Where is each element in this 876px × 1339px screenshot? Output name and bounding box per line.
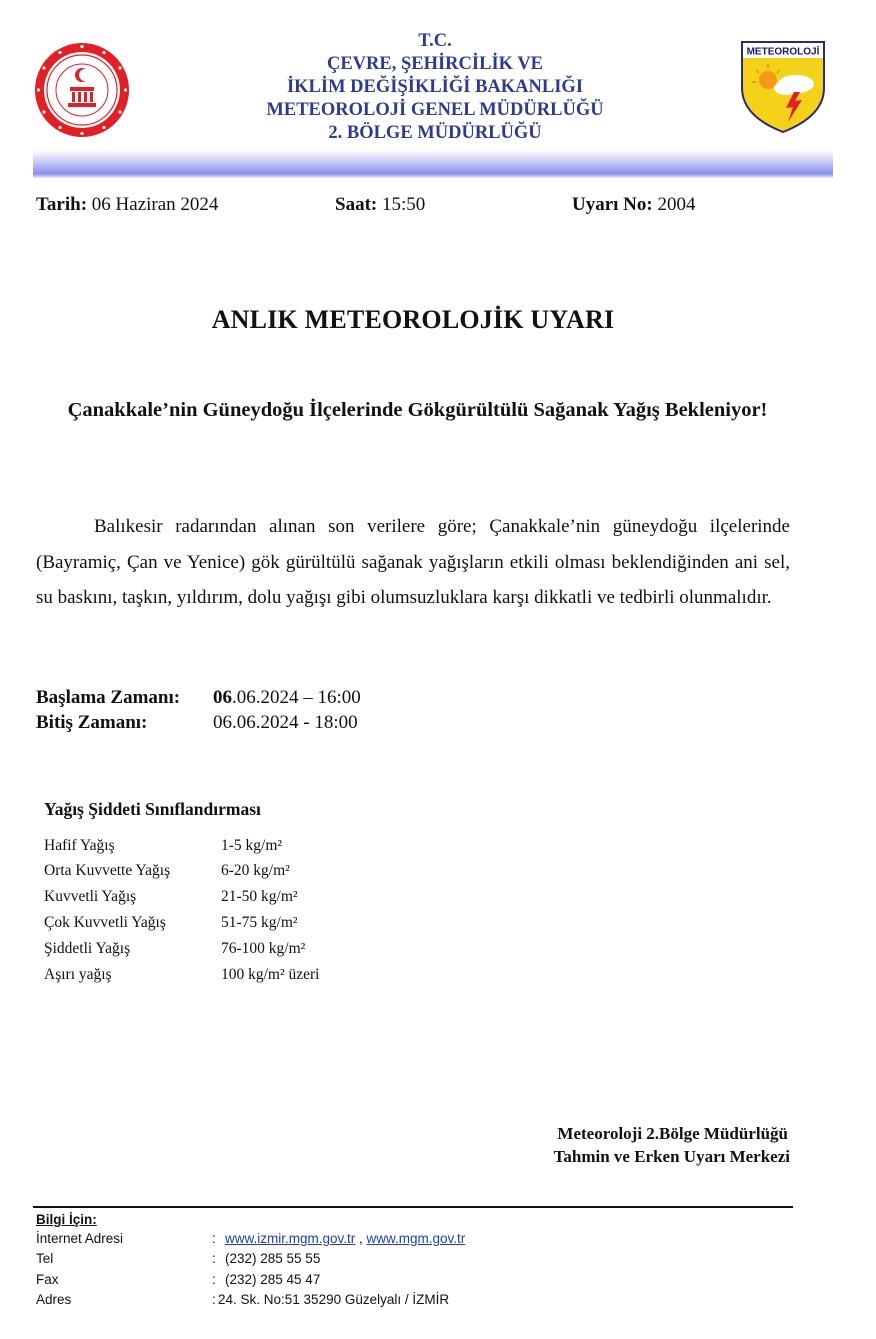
meteoroloji-logo <box>738 38 828 134</box>
address-label: Adres <box>36 1292 72 1307</box>
rain-class-value: 100 kg/m² üzeri <box>221 966 320 983</box>
rain-class-value: 76-100 kg/m² <box>221 940 306 957</box>
signature-center: Tahmin ve Erken Uyarı Merkezi <box>553 1147 790 1166</box>
start-time-label: Başlama Zamanı: <box>36 687 181 708</box>
header-line-ministry-2: İKLİM DEĞİŞİKLİĞİ BAKANLIĞI <box>286 77 584 97</box>
header-line-ministry-1: ÇEVRE, ŞEHİRCİLİK VE <box>326 54 544 74</box>
start-time-value-rest: .06.2024 – 16:00 <box>232 687 361 708</box>
rain-class-value: 51-75 kg/m² <box>221 914 298 931</box>
warning-number-label: Uyarı No: <box>572 194 653 215</box>
signature-office: Meteoroloji 2.Bölge Müdürlüğü <box>557 1124 788 1143</box>
rain-class-value: 6-20 kg/m² <box>221 862 290 879</box>
address-value: 24. Sk. No:51 35290 Güzelyalı / İZMİR <box>218 1292 450 1307</box>
header-band <box>33 150 833 178</box>
date-field <box>36 194 218 216</box>
tel-label: Tel <box>36 1251 54 1266</box>
rain-class-row <box>44 914 404 934</box>
footer-heading: Bilgi İçin: <box>36 1212 97 1227</box>
header-line-region: 2. BÖLGE MÜDÜRLÜĞÜ <box>328 123 542 143</box>
address-separator: : <box>212 1292 216 1307</box>
warning-body: Balıkesir radarından alınan son verilere göre; Çanakkale’nin güneydoğu ilçelerinde (Bayramiç, Çan ve Yenice) gök gürültülü sağanak yağışların etkili olması beklendiğinden ani sel, su baskını, taşkın, yıldırım, dolu yağışı gibi olumsuzluklara karşı dikkatli ve tedbirli olunmalıdır. <box>36 516 790 608</box>
header-line-tc: T.C. <box>418 31 452 51</box>
rain-class-name: Hafif Yağış <box>44 837 115 854</box>
web-links <box>225 1231 465 1246</box>
date-label: Tarih: <box>36 194 88 215</box>
web-links-separator: , <box>355 1231 367 1246</box>
rain-class-value: 1-5 kg/m² <box>221 837 283 854</box>
rain-class-name: Kuvvetli Yağış <box>44 888 137 905</box>
rain-class-name: Çok Kuvvetli Yağış <box>44 914 166 931</box>
header-line-directorate: METEOROLOJİ GENEL MÜDÜRLÜĞÜ <box>266 100 604 120</box>
time-label: Saat: <box>335 194 378 215</box>
rain-class-value: 21-50 kg/m² <box>221 888 298 905</box>
rain-class-row <box>44 862 404 882</box>
rain-class-row <box>44 837 404 857</box>
end-time-value: 06.06.2024 - 18:00 <box>213 712 358 733</box>
time-field <box>335 194 425 216</box>
time-value: 15:50 <box>377 194 426 215</box>
rain-class-name: Orta Kuvvette Yağış <box>44 862 171 879</box>
start-time-value-day: 06 <box>213 687 232 708</box>
rain-class-row <box>44 940 404 960</box>
document-title: ANLIK METEOROLOJİK UYARI <box>211 305 615 334</box>
web-label: İnternet Adresi <box>36 1231 124 1246</box>
tel-separator: : <box>212 1251 216 1266</box>
rain-class-name: Şiddetli Yağış <box>44 940 131 957</box>
meteoroloji-logo-text: METEOROLOJİ <box>746 46 820 58</box>
end-time-label: Bitiş Zamanı: <box>36 712 148 733</box>
web-separator: : <box>212 1231 216 1246</box>
mgm-link[interactable]: www.mgm.gov.tr <box>366 1231 466 1246</box>
footer-divider <box>33 1206 793 1208</box>
fax-value: (232) 285 45 47 <box>225 1272 321 1287</box>
rain-class-name: Aşırı yağış <box>44 966 112 983</box>
rain-class-row <box>44 888 404 908</box>
rain-class-row <box>44 966 404 986</box>
date-value: 06 Haziran 2024 <box>87 194 219 215</box>
fax-label: Fax <box>36 1272 59 1287</box>
fax-separator: : <box>212 1272 216 1287</box>
tel-value: (232) 285 55 55 <box>225 1251 321 1266</box>
ministry-seal-logo <box>32 40 132 140</box>
izmir-mgm-link[interactable]: www.izmir.mgm.gov.tr <box>225 1231 356 1246</box>
warning-number-value: 2004 <box>652 194 696 215</box>
warning-headline: Çanakkale’nin Güneydoğu İlçelerinde Gökgürültülü Sağanak Yağış Bekleniyor! <box>67 399 768 421</box>
rain-classification-title: Yağış Şiddeti Sınıflandırması <box>44 799 261 819</box>
start-time-value <box>213 687 361 709</box>
warning-number-field <box>572 194 695 216</box>
